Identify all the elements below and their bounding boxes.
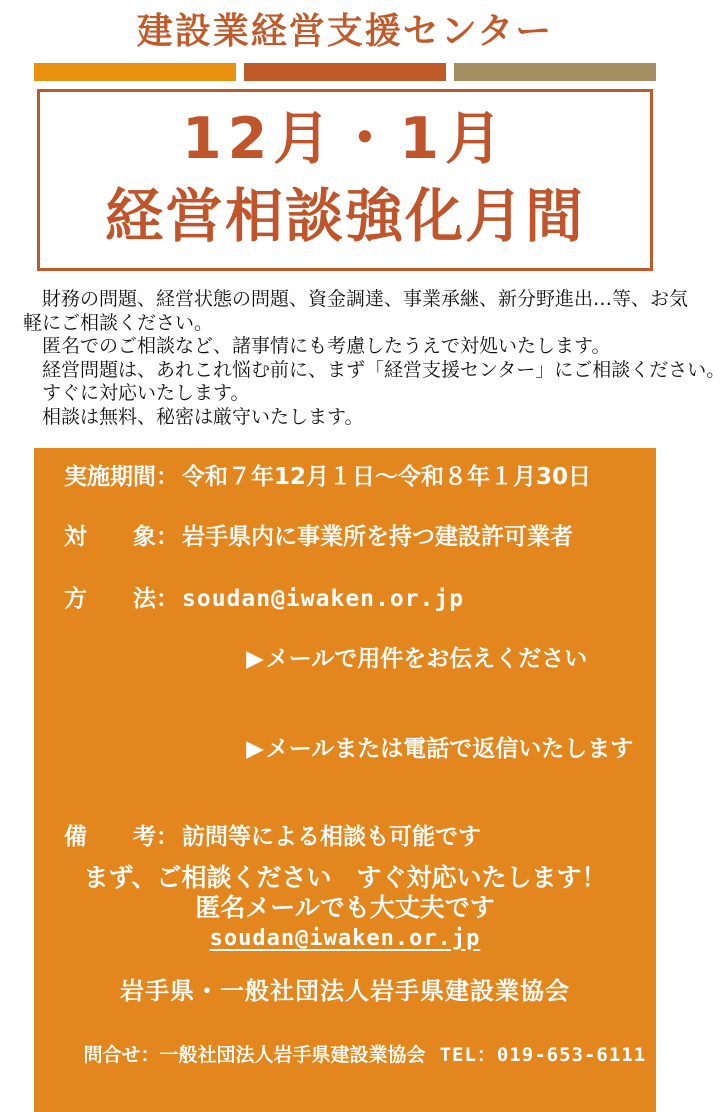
- organization-line: 岩手県・一般社団法人岩手県建設業協会: [120, 977, 570, 1005]
- intro-line: 匿名でのご相談など、諸事情にも考慮したうえで対処いたします。: [23, 335, 611, 357]
- method-bullet: [34, 704, 656, 794]
- intro-line: 軽にご相談ください。: [23, 311, 214, 334]
- contact-email-link[interactable]: soudan@iwaken.or.jp: [209, 926, 481, 951]
- contact-line: [34, 1016, 656, 1094]
- divider-segment-rust: [244, 63, 446, 81]
- contact-phone: TEL：019-653-6111: [439, 1044, 647, 1066]
- method-bullet-text: メールで用件をお伝えください: [265, 646, 588, 672]
- period-value: 令和７年12月１日～令和８年１月30日: [182, 464, 592, 490]
- triangle-bullet-icon: ▶: [246, 646, 264, 672]
- intro-line: 財務の問題、経営状態の問題、資金調達、事業承継、新分野進出…等、お気: [23, 288, 689, 310]
- page-title: 建設業経営支援センター: [136, 11, 554, 52]
- method-row: [34, 584, 656, 614]
- intro-line: 経営問題は、あれこれ悩む前に、まず「経営支援センター」にご相談ください。: [23, 358, 725, 381]
- divider-segment-tan: [454, 63, 656, 81]
- note-row: [34, 822, 656, 852]
- cta-line-2: 匿名メールでも大丈夫です: [195, 893, 495, 922]
- headline-campaign: 経営相談強化月間: [104, 182, 585, 250]
- cta-line-1: まず、ご相談ください すぐ対応いたします！: [83, 863, 607, 892]
- note-value: 訪問等による相談も可能です: [182, 824, 481, 850]
- divider-segment-orange: [34, 63, 236, 81]
- cta-section: [34, 864, 656, 952]
- intro-line: 相談は無料、秘密は厳守いたします。: [23, 405, 364, 428]
- contact-org: 問合せ：一般社団法人岩手県建設業協会: [83, 1044, 426, 1066]
- method-email: soudan@iwaken.or.jp: [182, 586, 465, 612]
- note-label: 備 考：: [64, 824, 179, 850]
- divider-bar-top: [34, 63, 656, 81]
- target-value: 岩手県内に事業所を持つ建設許可業者: [182, 524, 573, 550]
- method-label: 方 法：: [64, 586, 179, 612]
- period-label: 実施期間：: [64, 464, 179, 490]
- info-box: [34, 448, 656, 1112]
- method-bullet-text: メールまたは電話で返信いたします: [265, 736, 634, 762]
- intro-line: すぐに対応いたします。: [23, 382, 250, 404]
- triangle-bullet-icon: ▶: [246, 736, 264, 762]
- target-row: [34, 522, 656, 552]
- intro-text: [23, 288, 725, 429]
- method-block: [34, 584, 656, 794]
- headline-month: 12月・1月: [182, 106, 508, 172]
- target-label: 対 象：: [64, 524, 179, 550]
- method-bullet: [34, 614, 656, 704]
- period-row: [34, 462, 656, 492]
- headline-box: [37, 89, 653, 271]
